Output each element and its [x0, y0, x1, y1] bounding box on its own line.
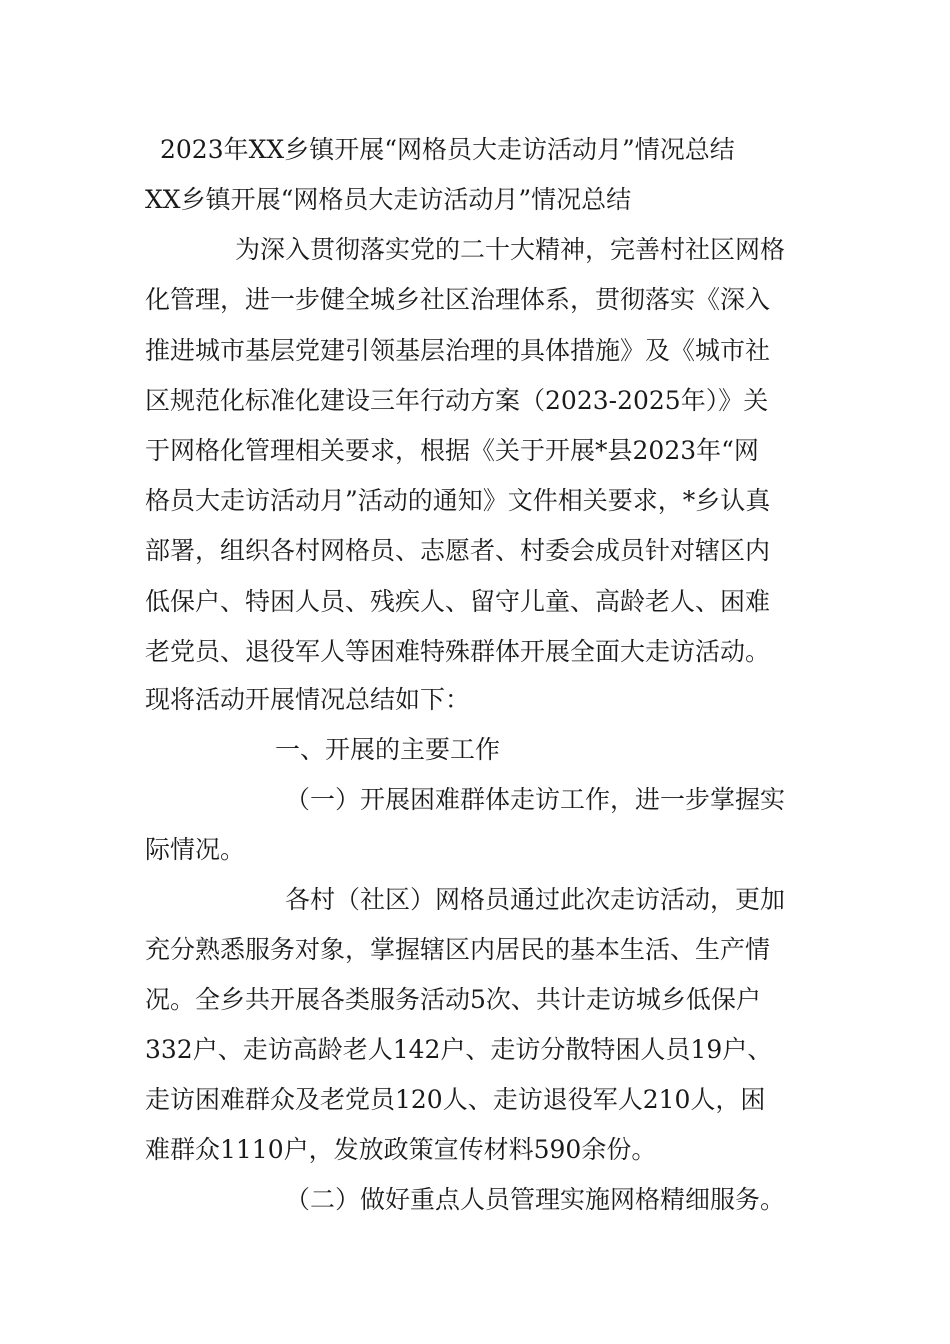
body-line: 332户、走访高龄老人142户、走访分散特困人员19户、 [145, 1035, 773, 1064]
intro-line: 老党员、退役军人等困难特殊群体开展全面大走访活动。 [145, 637, 771, 666]
body-line: 充分熟悉服务对象，掌握辖区内居民的基本生活、生产情 [145, 935, 771, 964]
intro-line: 格员大走访活动月”活动的通知》文件相关要求，*乡认真 [145, 486, 771, 515]
intro-line: 现将活动开展情况总结如下： [145, 685, 471, 714]
intro-line: 于网格化管理相关要求，根据《关于开展*县2023年“网 [145, 436, 759, 465]
body-line: 况。全乡共开展各类服务活动5次、共计走访城乡低保户 [145, 985, 761, 1014]
intro-line: 化管理，进一步健全城乡社区治理体系，贯彻落实《深入 [145, 285, 771, 314]
intro-line: 部署，组织各村网格员、志愿者、村委会成员针对辖区内 [145, 536, 771, 565]
intro-line: 推进城市基层党建引领基层治理的具体措施》及《城市社 [145, 336, 771, 365]
subsection-heading: （二）做好重点人员管理实施网格精细服务。 [285, 1185, 786, 1214]
subsection-heading: 际情况。 [145, 835, 246, 864]
document-subtitle: XX乡镇开展“网格员大走访活动月”情况总结 [145, 185, 632, 214]
body-line: 走访困难群众及老党员120人、走访退役军人210人，困 [145, 1085, 766, 1114]
intro-line: 低保户、特困人员、残疾人、留守儿童、高龄老人、困难 [145, 587, 771, 616]
document-title: 2023年XX乡镇开展“网格员大走访活动月”情况总结 [160, 135, 735, 164]
intro-line: 区规范化标准化建设三年行动方案（2023-2025年）》关 [145, 386, 769, 415]
section-heading: 一、开展的主要工作 [275, 735, 501, 764]
body-line: 各村（社区）网格员通过此次走访活动，更加 [285, 885, 786, 914]
body-line: 难群众1110户，发放政策宣传材料590余份。 [145, 1135, 657, 1164]
intro-line: 为深入贯彻落实党的二十大精神，完善村社区网格 [235, 235, 786, 264]
subsection-heading: （一）开展困难群体走访工作，进一步掌握实 [285, 785, 786, 814]
